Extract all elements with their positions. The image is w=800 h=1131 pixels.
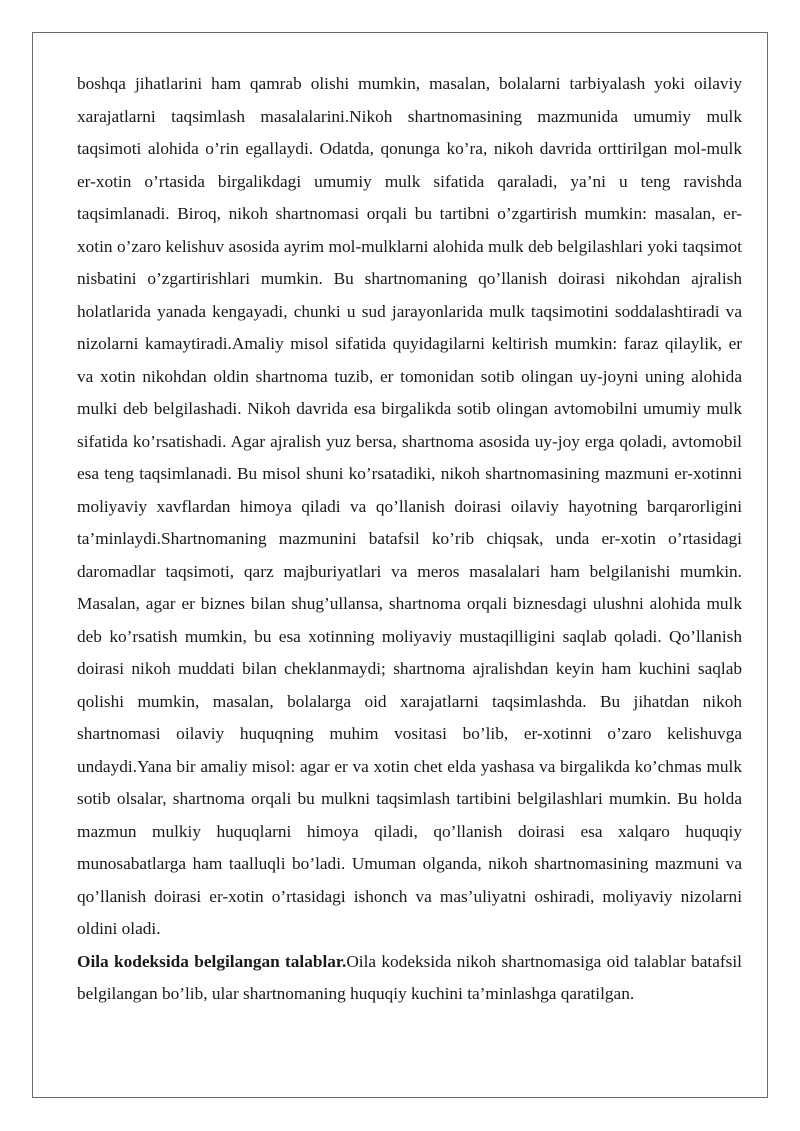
section-heading: Oila kodeksida belgilangan talablar. xyxy=(77,951,347,971)
body-paragraph: boshqa jihatlarini ham qamrab olishi mumkin, masalan, bolalarni tarbiyalash yoki oilaviy xarajatlarni taqsimlash masalalarini.Nikoh shartnomasining mazmunida umumiy mulk taqsimoti alohida o’rin egallaydi. Odatda, qonunga ko’ra, nikoh davrida orttirilgan mol-mulk er-xotin o’rtasida birgalikdagi umumiy mulk sifatida qaraladi, ya’ni u teng ravishda taqsimlanadi. Biroq, nikoh shartnomasi orqali bu tartibni o’zgartirish mumkin: masalan, er-xotin o’zaro kelishuv asosida ayrim mol-mulklarni alohida mulk deb belgilashlari yoki taqsimot nisbatini o’zgartirishlari mumkin. Bu shartnomaning qo’llanish doirasi nikohdan ajralish holatlarida yanada kengayadi, chunki u sud jarayonlarida mulk taqsimotini soddalashtiradi va nizolarni kamaytiradi.Amaliy misol sifatida quyidagilarni keltirish mumkin: faraz qilaylik, er va xotin nikohdan oldin shartnoma tuzib, er tomonidan sotib olingan uy-joyni uning alohida mulki deb belgilashadi. Nikoh davrida esa birgalikda sotib olingan avtomobilni umumiy mulk sifatida ko’rsatishadi. Agar ajralish yuz bersa, shartnoma asosida uy-joy erga qoladi, avtomobil esa teng taqsimlanadi. Bu misol shuni ko’rsatadiki, nikoh shartnomasining mazmuni er-xotinni moliyaviy xavflardan himoya qiladi va qo’llanish doirasi oilaviy hayotning barqarorligini ta’minlaydi.Shartnomaning mazmunini batafsil ko’rib chiqsak, unda er-xotin o’rtasidagi daromadlar taqsimoti, qarz majburiyatlari va meros masalalari ham belgilanishi mumkin. Masalan, agar er biznes bilan shug’ullansa, shartnoma orqali biznesdagi ulushni alohida mulk deb ko’rsatish mumkin, bu esa xotinning moliyaviy mustaqilligini saqlab qoladi. Qo’llanish doirasi nikoh muddati bilan cheklanmaydi; shartnoma ajralishdan keyin ham kuchini saqlab qolishi mumkin, masalan, bolalarga oid xarajatlarni taqsimlashda. Bu jihatdan nikoh shartnomasi oilaviy huquqning muhim vositasi bo’lib, er-xotinni o’zaro kelishuvga undaydi.Yana bir amaliy misol: agar er va xotin chet elda yashasa va birgalikda ko’chmas mulk sotib olsalar, shartnoma orqali bu mulkni taqsimlash tartibini belgilashlari mumkin. Bu holda mazmun mulkiy huquqlarni himoya qiladi, qo’llanish doirasi esa xalqaro huquqiy munosabatlarga ham taalluqli bo’ladi. Umuman olganda, nikoh shartnomasining mazmuni va qo’llanish doirasi er-xotin o’rtasidagi ishonch va mas’uliyatni oshiradi, moliyaviy nizolarni oldini oladi. xyxy=(77,74,742,938)
heading-paragraph-text: Oila kodeksida nikoh shartnomasiga oid talablar batafsil belgilangan bo’lib, ular shartnomaning huquqiy kuchini ta’minlashga qaratilgan. xyxy=(77,951,742,1003)
body-paragraph-with-heading xyxy=(77,946,742,1011)
document-body xyxy=(77,68,742,1011)
